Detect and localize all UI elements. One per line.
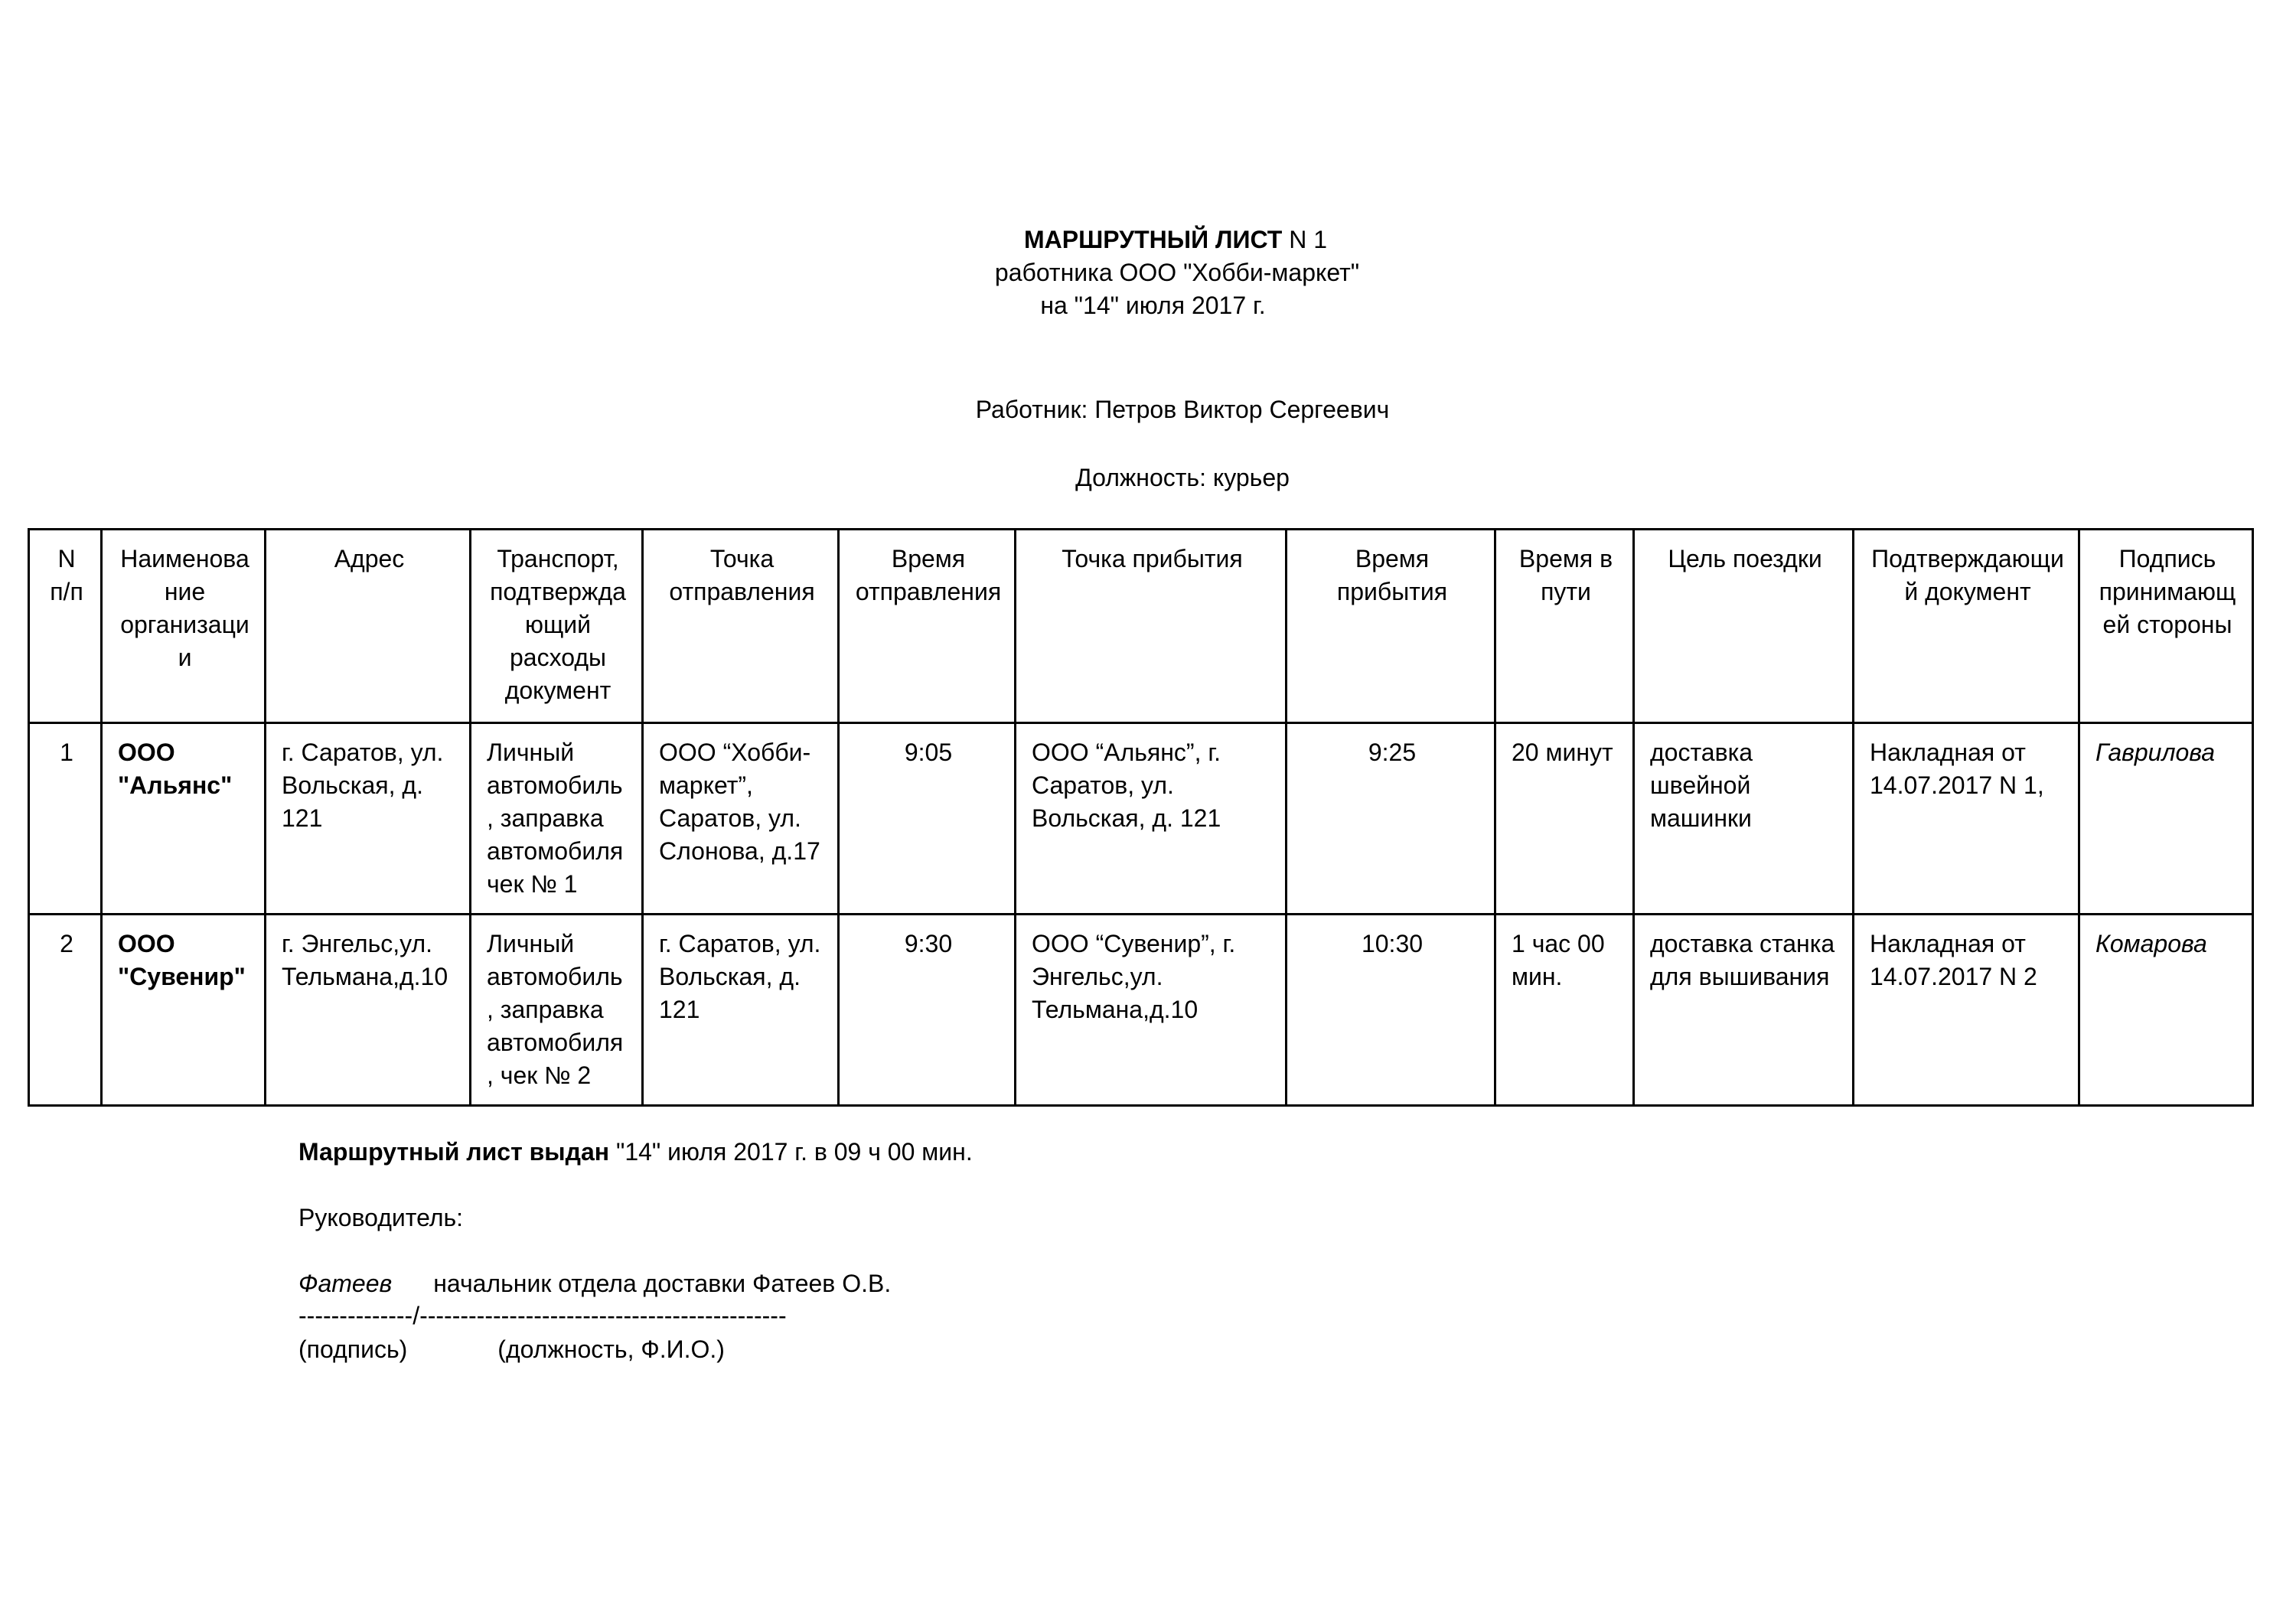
label-signature: (подпись) <box>298 1335 408 1363</box>
signature-line <box>298 1267 891 1300</box>
cell-signature: Комарова <box>2079 915 2253 1106</box>
cell-departure-point: ООО “Хобби-маркет”, Саратов, ул. Слонова, д.17 <box>643 723 839 915</box>
header-address: Адрес <box>266 530 471 723</box>
signature-labels <box>298 1333 725 1366</box>
title-bold: МАРШРУТНЫЙ ЛИСТ <box>1024 226 1283 253</box>
header-departure-point: Точка отправления <box>643 530 839 723</box>
issued-line <box>298 1136 973 1169</box>
cell-transport: Личный автомобиль, заправка автомобиля, чек № 2 <box>471 915 643 1106</box>
document-title <box>55 223 2296 256</box>
cell-departure-point: г. Саратов, ул. Вольская, д. 121 <box>643 915 839 1106</box>
employee-text: Работник: Петров Виктор Сергеевич <box>975 396 1390 423</box>
cell-travel-time: 20 минут <box>1495 723 1634 915</box>
header-departure-time: Время отправления <box>839 530 1016 723</box>
header-num: N п/п <box>29 530 102 723</box>
header-org: Наименование организации <box>102 530 266 723</box>
header-transport: Транспорт, подтверждающий расходы документ <box>471 530 643 723</box>
cell-arrival-point: ООО “Сувенир”, г. Энгельс,ул. Тельмана,д.10 <box>1016 915 1287 1106</box>
document-date: на "14" июля 2017 г. <box>1040 292 1266 319</box>
cell-num: 2 <box>29 915 102 1106</box>
header-arrival-time: Время прибытия <box>1287 530 1495 723</box>
header-signature: Подпись принимающей стороны <box>2079 530 2253 723</box>
employee-line <box>0 393 2296 426</box>
cell-org: ООО "Альянс" <box>102 723 266 915</box>
cell-signature: Гаврилова <box>2079 723 2253 915</box>
position-line <box>0 461 2296 494</box>
cell-document: Накладная от 14.07.2017 N 2 <box>1854 915 2079 1106</box>
label-position: (должность, Ф.И.О.) <box>497 1335 725 1363</box>
cell-address: г. Саратов, ул. Вольская, д. 121 <box>266 723 471 915</box>
head-label: Руководитель: <box>298 1204 464 1231</box>
header-arrival-point: Точка прибытия <box>1016 530 1287 723</box>
cell-num: 1 <box>29 723 102 915</box>
cell-purpose: доставка швейной машинки <box>1634 723 1854 915</box>
dash-separator: --------------/--------------------------------------------- <box>298 1302 787 1329</box>
issued-rest: "14" июля 2017 г. в 09 ч 00 мин. <box>609 1138 973 1166</box>
header-purpose: Цель поездки <box>1634 530 1854 723</box>
cell-arrival-time: 9:25 <box>1287 723 1495 915</box>
cell-departure-time: 9:30 <box>839 915 1016 1106</box>
table-header-row <box>29 530 2253 723</box>
table-row <box>29 723 2253 915</box>
cell-arrival-point: ООО “Альянс”, г. Саратов, ул. Вольская, д. 121 <box>1016 723 1287 915</box>
issued-bold: Маршрутный лист выдан <box>298 1138 610 1166</box>
title-number: N 1 <box>1282 226 1327 253</box>
document-subtitle: работника ООО "Хобби-маркет" <box>994 259 1360 286</box>
cell-purpose: доставка станка для вышивания <box>1634 915 1854 1106</box>
position-text: Должность: курьер <box>1075 464 1290 491</box>
cell-org: ООО "Сувенир" <box>102 915 266 1106</box>
cell-departure-time: 9:05 <box>839 723 1016 915</box>
manager-signature: Фатеев <box>298 1270 393 1297</box>
cell-document: Накладная от 14.07.2017 N 1, <box>1854 723 2079 915</box>
route-table <box>28 528 2254 1107</box>
manager-position: начальник отдела доставки Фатеев О.В. <box>433 1270 892 1297</box>
document-header <box>0 223 2296 322</box>
cell-travel-time: 1 час 00 мин. <box>1495 915 1634 1106</box>
cell-arrival-time: 10:30 <box>1287 915 1495 1106</box>
header-travel-time: Время в пути <box>1495 530 1634 723</box>
cell-address: г. Энгельс,ул. Тельмана,д.10 <box>266 915 471 1106</box>
cell-transport: Личный автомобиль, заправка автомобиля чек № 1 <box>471 723 643 915</box>
header-document: Подтверждающий документ <box>1854 530 2079 723</box>
table-row <box>29 915 2253 1106</box>
